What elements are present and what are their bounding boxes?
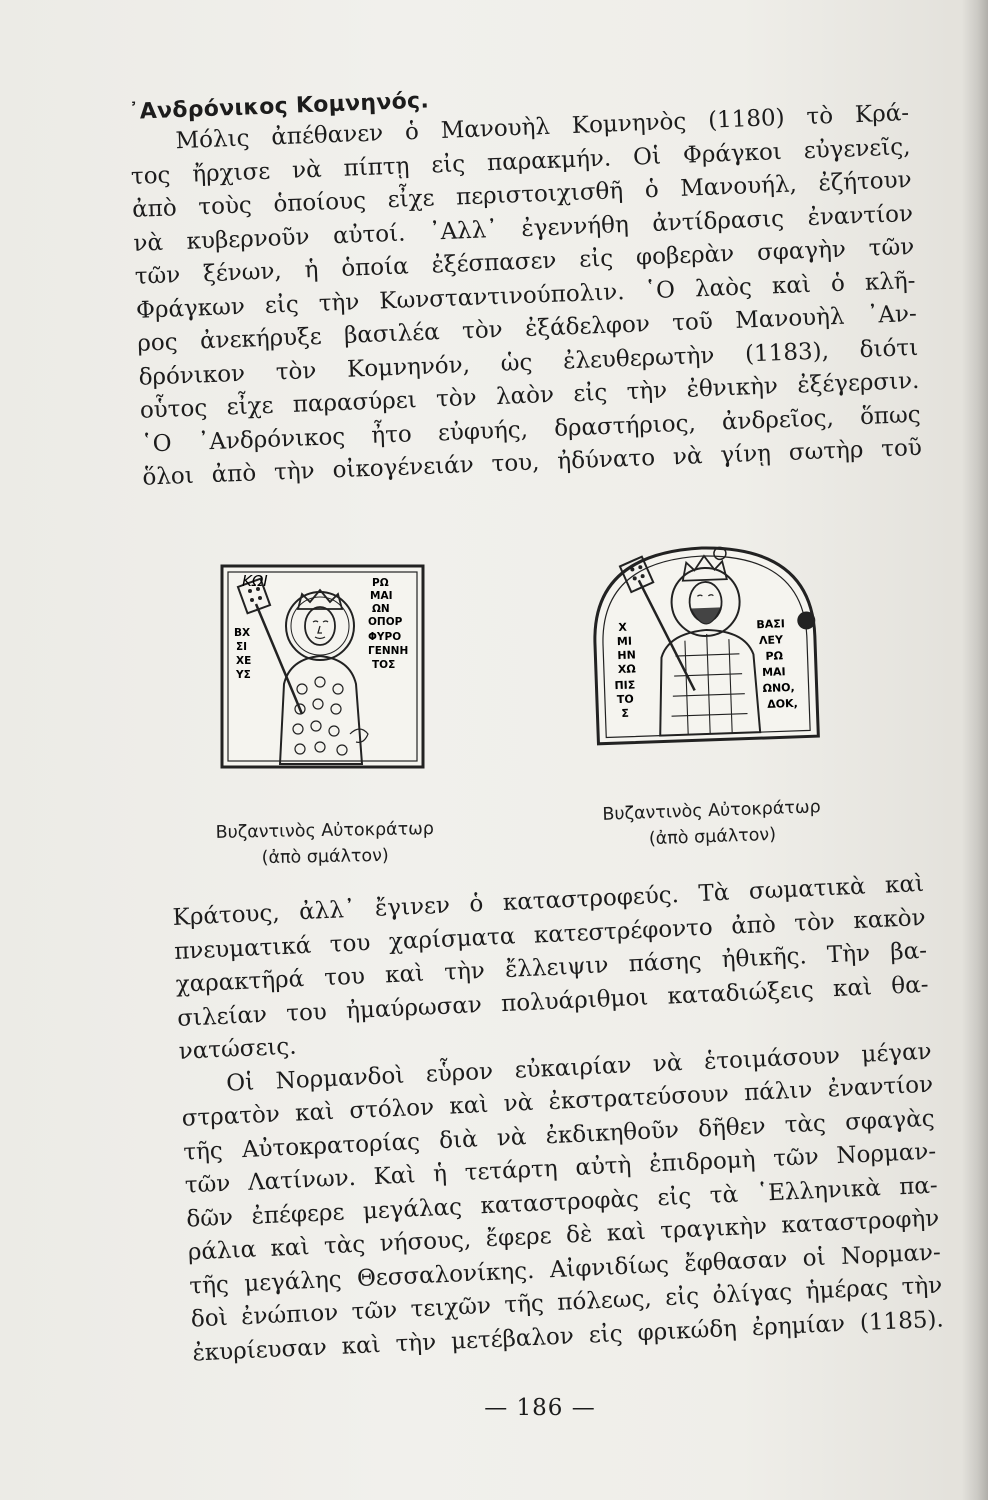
word: τὸν: [793, 908, 836, 937]
right-inscription-left-line: ΤΟ: [616, 692, 635, 707]
word: λαὸν: [495, 381, 555, 411]
word: ῾Ο: [644, 276, 676, 304]
word: εἰς: [588, 1320, 624, 1349]
word: κυβερνοῦν: [186, 223, 310, 255]
word: Θεσσαλονίκης.: [356, 1257, 535, 1292]
word: ὀλίγας: [711, 1279, 793, 1309]
word: χαρίσματα: [388, 922, 516, 955]
word: ἔφερε: [485, 1223, 553, 1253]
word: Νορμαν-: [840, 1239, 942, 1270]
word: διὰ: [438, 1125, 479, 1154]
word: ὁ: [644, 176, 660, 204]
right-inscription-left-line: ΠΙΣ: [614, 678, 636, 693]
right-inscription-left-line: Σ: [621, 706, 630, 720]
right-inscription-right-line: ΜΑΙ: [761, 665, 786, 680]
word: νὰ: [672, 443, 703, 471]
word: ἀντίδρασις: [651, 205, 785, 237]
word: ἀπὸ: [131, 195, 178, 223]
word: Τὰ: [697, 879, 730, 908]
word: ἐξέγερσιν.: [796, 367, 920, 399]
word: Κράτους,: [172, 900, 281, 931]
word: σφαγὰς: [844, 1105, 936, 1136]
word: καὶ: [384, 960, 425, 989]
word: εἰς: [572, 379, 608, 408]
word: δοὶ: [190, 1304, 229, 1333]
word: τῆς: [182, 1137, 224, 1166]
word: μεγάλης: [243, 1266, 343, 1297]
word: τῶν: [868, 233, 915, 262]
word: Λατίνων.: [247, 1164, 357, 1196]
word: αὐτὴ: [574, 1152, 632, 1181]
word: ἐγεννήθη: [520, 211, 630, 242]
word: δῆθεν: [697, 1112, 767, 1142]
right-caption-line-1: Βυζαντινὸς Αὐτοκράτωρ: [602, 797, 822, 825]
word: Οἱ: [632, 143, 662, 171]
word: ἀπέθανεν: [270, 120, 384, 151]
word: ἐρημίαν: [751, 1310, 846, 1341]
word: εὐγενεῖς,: [803, 133, 911, 164]
word: εἶχε: [226, 392, 274, 421]
word: τὴν: [395, 1328, 437, 1357]
word: ἡμέρας: [805, 1274, 889, 1305]
word: στόλον: [348, 1094, 435, 1125]
word: ἡ: [304, 256, 319, 284]
word: ὁ: [830, 270, 846, 297]
word: στρατὸν: [181, 1101, 281, 1132]
lower-text-block: [172, 868, 945, 1371]
word: ὅπως: [859, 401, 922, 430]
word: Κρά-: [854, 100, 910, 129]
word: Νορμανδοὶ: [275, 1062, 405, 1094]
word: κακὸν: [852, 904, 927, 934]
word: κατεστρέφοντο: [533, 914, 714, 949]
word: τος: [130, 161, 171, 190]
word: σωματικὰ: [748, 873, 867, 905]
word: πνευματικά: [173, 932, 312, 965]
word: λαὸς: [694, 273, 753, 302]
word: ἐκυρίευσαν: [191, 1333, 328, 1367]
word: ᾿Ανδρόνικος: [197, 423, 346, 456]
word: Νορμαν-: [835, 1138, 937, 1170]
word: τὸν: [461, 316, 504, 345]
word: ἔλλειψιν: [504, 952, 609, 983]
word: νὰ: [291, 156, 323, 184]
word: εὐκαιρίαν: [514, 1051, 632, 1084]
word: ἤρχισε: [191, 158, 271, 188]
word: βα-: [889, 937, 928, 966]
word: εὐφυής,: [437, 416, 529, 446]
word: τοὺς: [197, 192, 253, 221]
word: τὴν: [273, 458, 316, 486]
word: ἀνεκήρυξε: [199, 323, 323, 355]
left-emperor-enamel-figure: [220, 564, 425, 769]
word: εἰς: [264, 291, 300, 319]
word: γίνῃ: [719, 440, 772, 469]
word: ράλια: [187, 1236, 257, 1266]
word: καὶ: [606, 1218, 647, 1247]
word: ἔφθασαν: [683, 1245, 788, 1277]
left-inscription-left-line: ΥΣ: [236, 669, 251, 681]
word: τραγικὴν: [659, 1213, 768, 1245]
word: ἐπέφερε: [250, 1199, 345, 1230]
right-emperor-enamel-figure: [581, 536, 828, 749]
word: δῶν: [185, 1204, 234, 1233]
word: διότι: [859, 334, 919, 363]
word: δρόνικον: [138, 360, 246, 391]
word: εἰς: [430, 150, 466, 178]
word: ἐξέσπασεν: [431, 247, 557, 279]
word: οἰκογένειάν: [332, 452, 475, 484]
word: τὴν: [443, 957, 486, 986]
right-caption-line-2: (ἀπὸ σμάλτον): [648, 824, 777, 850]
word: πολυάριθμοι: [500, 984, 649, 1017]
word: ἐκστρατεύσουν: [548, 1080, 730, 1116]
right-figure-caption: [571, 793, 853, 855]
word: ᾿Αλλ᾿: [428, 216, 499, 246]
word: νὰ: [133, 229, 164, 257]
word: σφαγὴν: [756, 236, 847, 266]
word: ἀπὸ: [730, 911, 777, 940]
right-inscription-right-line: ΛΕΥ: [758, 633, 784, 648]
text-line: νατώσεις.: [178, 1033, 298, 1065]
word: ῾Ελληνικὰ: [756, 1174, 882, 1207]
word: τοῦ: [880, 434, 923, 463]
word: ρος: [136, 329, 179, 357]
word: Μανουήλ,: [679, 171, 798, 202]
word: νὰ: [652, 1049, 684, 1077]
right-inscription-left-line: ΧΩ: [617, 662, 636, 677]
word: βασιλέα: [343, 319, 441, 349]
word: οὗτος: [139, 395, 208, 424]
word: του: [329, 929, 371, 958]
word: (1180): [707, 104, 786, 134]
word: νὰ: [503, 1089, 534, 1118]
word: πίπτῃ: [343, 152, 410, 182]
left-inscription-right-line: ΡΩ: [372, 577, 389, 589]
word: ὁποία: [340, 253, 410, 282]
word: ὡς: [500, 349, 533, 377]
word: φοβερὰν: [635, 240, 735, 271]
left-caption-line-2: (ἀπὸ σμάλτον): [261, 845, 389, 869]
word: τειχῶν: [410, 1292, 492, 1323]
left-inscription-right-line: ΩΝ: [372, 603, 390, 615]
word: τὴν: [901, 1272, 943, 1301]
word: Μανουὴλ: [734, 303, 845, 334]
left-caption-line-1: Βυζαντινὸς Αὐτοκράτωρ: [215, 819, 435, 843]
word: ἀπὸ: [211, 460, 257, 489]
word: τὸν: [275, 357, 317, 386]
right-inscription-right-line: ΡΩ: [765, 649, 784, 663]
word: μέγαν: [860, 1038, 933, 1068]
left-inscription-left-line: ΣΙ: [236, 641, 248, 653]
word: Κομνηνὸς: [571, 108, 687, 139]
word: ἡ: [432, 1160, 448, 1188]
left-inscription-top: ΚΩΙ: [242, 572, 268, 590]
word: καὶ: [832, 973, 873, 1002]
word: τὰ: [709, 1181, 739, 1209]
left-inscription-right-line: ΜΑΙ: [370, 590, 393, 602]
right-inscription-right-line: ΔΟΚ,: [766, 696, 798, 711]
word: Φράγκοι: [682, 138, 783, 169]
word: του,: [491, 449, 540, 478]
word: καταστροφεύς.: [502, 882, 680, 916]
word: σωτὴρ: [788, 437, 864, 466]
word: καὶ: [270, 1234, 311, 1262]
word: καὶ: [341, 1331, 382, 1360]
word: ἐνώπιον: [240, 1299, 339, 1331]
word: ὁ: [404, 118, 420, 146]
word: Αἰφνιδίως: [549, 1251, 670, 1283]
word: χαρακτῆρά: [175, 966, 305, 998]
word: ᾿Αν-: [866, 300, 918, 329]
word: νήσους,: [379, 1226, 472, 1257]
word: πα-: [898, 1172, 939, 1200]
word: πάσης: [628, 948, 703, 978]
word: τὴν: [626, 377, 668, 406]
word: παρακμήν.: [486, 145, 612, 176]
word: οἱ: [802, 1244, 827, 1272]
word: Τὴν: [826, 940, 871, 969]
right-inscription-left-line: ΗΝ: [617, 648, 637, 663]
word: εἰς: [578, 245, 614, 273]
word: καὶ: [884, 870, 925, 899]
word: ἐξάδελφον: [524, 311, 651, 342]
word: ἀνδρεῖος,: [721, 404, 835, 435]
word: του: [285, 998, 328, 1027]
right-inscription-left-line: Χ: [618, 620, 628, 635]
word: εἰς: [656, 1183, 692, 1211]
left-inscription-left-line: ΧΕ: [236, 655, 252, 667]
word: φρικώδη: [636, 1315, 738, 1346]
word: Κομνηνόν,: [346, 351, 471, 383]
upper-text-block: [128, 70, 923, 495]
left-inscription-left-line: ΒΧ: [234, 627, 251, 639]
word: ἐλευθερωτὴν: [562, 342, 715, 374]
word: μεγάλας: [362, 1193, 463, 1225]
word: καὶ: [771, 271, 812, 299]
word: ἐθνικὴν: [686, 373, 779, 403]
word: τὸ: [806, 102, 834, 130]
word: τὰς: [323, 1231, 366, 1260]
word: καταστροφὴν: [780, 1205, 940, 1239]
word: ἔγινεν: [374, 892, 451, 922]
left-inscription-right-line: ΟΠΟΡ: [368, 616, 403, 628]
word: τῶν: [772, 1143, 820, 1172]
page-spine-shadow: [962, 0, 988, 1500]
word: ξένων,: [202, 258, 283, 288]
word: αὐτοί.: [332, 219, 406, 249]
word: ἀλλ᾿: [298, 896, 356, 926]
word: εὗρον: [425, 1058, 494, 1088]
word: ὁ: [468, 890, 484, 918]
word: (1183),: [744, 337, 830, 367]
word: ἠδύνατο: [556, 445, 656, 475]
word: ἠθικῆς.: [721, 943, 808, 974]
word: τὸν: [435, 384, 478, 413]
word: σιλείαν: [176, 1001, 268, 1032]
word: ἐπιδρομὴ: [648, 1146, 757, 1178]
word: τῆς: [188, 1271, 230, 1300]
word: ὁποίους: [272, 187, 367, 218]
word: ἑτοιμάσουν: [703, 1042, 841, 1075]
word: δραστήριος,: [553, 409, 697, 442]
word: πάλιν: [743, 1077, 813, 1107]
word: νὰ: [496, 1123, 527, 1151]
word: καταστροφὰς: [479, 1185, 640, 1219]
figures-area: [200, 540, 900, 890]
word: θα-: [890, 971, 930, 999]
word: καὶ: [294, 1098, 335, 1127]
word: Οἱ: [225, 1068, 255, 1097]
word: Μανουὴλ: [440, 113, 551, 145]
word: τῶν: [134, 262, 181, 290]
word: μετέβαλον: [450, 1322, 575, 1355]
word: Καὶ: [373, 1162, 416, 1191]
word: παρασύρει: [292, 387, 418, 418]
left-inscription-right-line: ΤΟΣ: [372, 659, 396, 671]
right-inscription-left-line: ΜΙ: [616, 634, 633, 649]
page-number: — 186 —: [484, 1395, 596, 1421]
word: ἦτο: [370, 420, 413, 449]
word: τῆς: [503, 1290, 545, 1319]
word: του: [323, 963, 366, 992]
word: Φράγκων: [135, 293, 246, 324]
word: καὶ: [448, 1091, 489, 1120]
word: κλῆ-: [864, 267, 916, 296]
right-inscription-right-line: ΒΑΣΙ: [756, 617, 786, 632]
word: πόλεως,: [556, 1285, 653, 1316]
word: Αὐτοκρατορίας: [241, 1128, 421, 1163]
word: δὲ: [565, 1221, 593, 1249]
left-figure-caption: [200, 816, 451, 872]
word: τετάρτη: [464, 1155, 559, 1186]
word: τοῦ: [671, 308, 714, 337]
word: ὅλοι: [142, 462, 195, 491]
word: ἐναντίον: [827, 1071, 934, 1103]
right-inscription-right-line: ΩΝΟ,: [762, 680, 795, 696]
word: ἐκδικηθοῦν: [545, 1116, 680, 1149]
word: Κωνσταντινούπολιν.: [378, 278, 625, 314]
word: (1185).: [859, 1305, 945, 1336]
word: εἶχε: [387, 185, 435, 214]
left-inscription-right-line: ΦΥΡΟ: [368, 631, 402, 643]
word: τῶν: [351, 1297, 398, 1326]
word: περιστοιχισθῆ: [455, 178, 624, 211]
word: ἐναντίον: [807, 200, 914, 231]
word: εἰς: [664, 1283, 700, 1312]
word: καταδιώξεις: [667, 976, 815, 1010]
left-inscription-right-line: ΓΕΝΝΗ: [368, 645, 409, 657]
word: ἐζήτουν: [817, 166, 913, 197]
word: ῾Ο: [140, 430, 173, 458]
word: τὴν: [318, 288, 360, 317]
word: τὰς: [784, 1110, 827, 1138]
word: Μόλις: [175, 125, 250, 155]
section-heading: ᾿Ανδρόνικος Κομνηνός.: [128, 88, 430, 125]
word: ἠμαύρωσαν: [345, 991, 483, 1024]
word: τῶν: [184, 1170, 231, 1199]
